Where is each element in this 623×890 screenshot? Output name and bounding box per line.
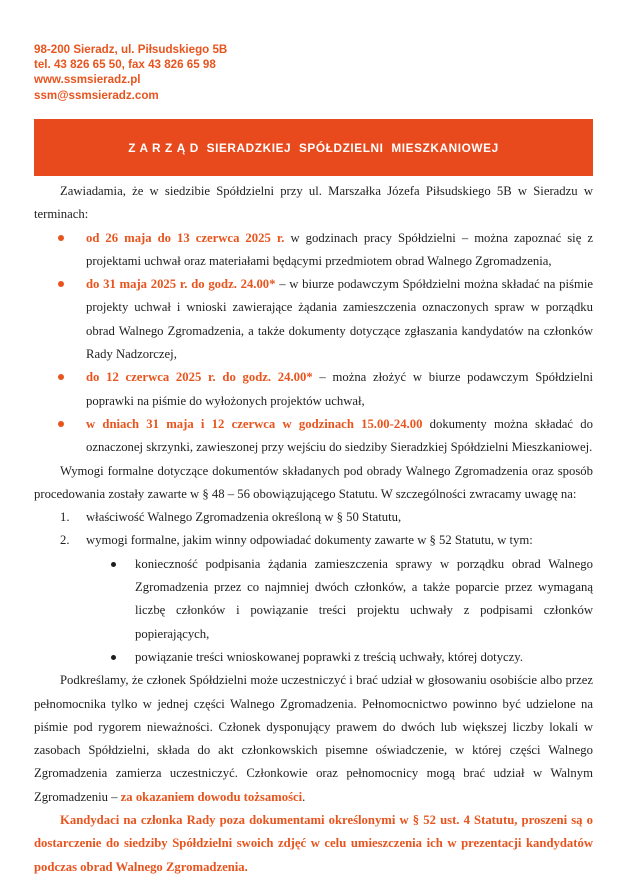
item-number: 1. [60,510,70,525]
title-banner [34,119,593,176]
deadline-text: – można złożyć w biurze podawczym Spółdzielni poprawki na piśmie do wyłożonych projektów uchwał, [86,370,593,408]
requirements-paragraph: Wymogi formalne dotyczące dokumentów składanych pod obrady Walnego Zgromadzenia oraz sposób procedowania zostały zawarte w § 48 – 56 obowiązującego Statutu. W szczególności zwracamy uwagę na: [34,463,593,501]
address: 98-200 Sieradz, ul. Piłsudskiego 5B [34,43,228,56]
list-item [34,506,593,529]
phone-fax: tel. 43 826 65 50, fax 43 826 65 98 [34,58,216,72]
notice-body [34,180,593,879]
deadline-text: dokumenty można składać do oznaczonej skrzynki, zawieszonej przy wejściu do siedziby Sieradzkiej Spółdzielni Mieszkaniowej. [86,416,593,455]
requirements-list [34,506,593,669]
deadline-text: – w biurze podawczym Spółdzielni można składać na piśmie projekty uchwał i wnioski zawierające żądania zamieszczenia oznaczonych spraw w porządku obrad Walnego Zgromadzenia, a także dokumenty dotyczące zgłaszania kandydatów na członków Rady Nadzorczej, [86,277,593,362]
list-item: konieczność podpisania żądania zamieszczenia sprawy w porządku obrad Walnego Zgromadzenia przez co najmniej dwóch członków, a także poparcie przez wymaganą liczbę członków i powiązanie treści projektu uchwały z podpisami członków popierających, [86,553,593,646]
item-text: wymogi formalne, jakim winny odpowiadać dokumenty zawarte w § 52 Statutu, w tym: [86,533,533,548]
contact-block [34,42,227,103]
list-item [34,366,593,413]
emphasis-paragraph [34,669,593,809]
deadline-list [34,227,593,460]
deadline-text: w godzinach pracy Spółdzielni – można zapoznać się z projektami uchwał oraz materiałami będącymi przedmiotem obrad Walnego Zgromadzenia, [86,230,593,268]
list-item: powiązanie treści wnioskowanej poprawki z treścią uchwały, której dotyczy. [86,646,593,669]
sub-requirements-list [86,553,593,669]
identity-highlight: za okazaniem dowodu tożsamości [120,789,303,804]
website-link[interactable]: www.ssmsieradz.pl [34,73,141,87]
candidates-paragraph: Kandydaci na członka Rady poza dokumentami określonymi w § 52 ust. 4 Statutu, proszeni są o dostarczenie do siedziby Spółdzielni swoich zdjęć w celu umieszczenia ich w prezentacji kandydatów podczas obrad Walnego Zgromadzenia. [34,813,593,874]
banner-title: Z A R Z Ą D SIERADZKIEJ SPÓŁDZIELNI MIESZKANIOWEJ [128,140,499,155]
emphasis-text: Podkreślamy, że członek Spółdzielni może uczestniczyć i brać udział w głosowaniu osobiście albo przez pełnomocnika tylko w jednej części Walnego Zgromadzenia. Pełnomocnictwo powinno być udzielone na piśmie pod rygorem nieważności. Członek dysponujący prawem do dwóch lub większej liczby lokali w zasobach Spółdzielni, składa do akt członkowskich pisemne oświadczenie, w której części Walnego Zgromadzenia zamierza uczestniczyć. Członkowie oraz pełnomocnicy mogą brać udział w Walnym Zgromadzeniu – [34,673,593,804]
list-item [34,227,593,274]
deadline-highlight: od 26 maja do 13 czerwca 2025 r. [86,230,285,245]
emphasis-end: . [302,789,306,804]
intro-paragraph: Zawiadamia, że w siedzibie Spółdzielni przy ul. Marszałka Józefa Piłsudskiego 5B w Sieradzu w terminach: [34,184,593,222]
deadline-highlight: do 31 maja 2025 r. do godz. 24.00* [86,277,276,292]
list-item [34,273,593,366]
list-item [34,529,593,669]
deadline-highlight: do 12 czerwca 2025 r. do godz. 24.00* [86,370,313,385]
item-number: 2. [60,533,70,548]
deadline-highlight: w dniach 31 maja i 12 czerwca w godzinach 15.00-24.00 [86,416,423,431]
list-item [34,413,593,460]
item-text: właściwość Walnego Zgromadzenia określoną w § 50 Statutu, [86,510,402,525]
email-link[interactable]: ssm@ssmsieradz.com [34,88,159,102]
